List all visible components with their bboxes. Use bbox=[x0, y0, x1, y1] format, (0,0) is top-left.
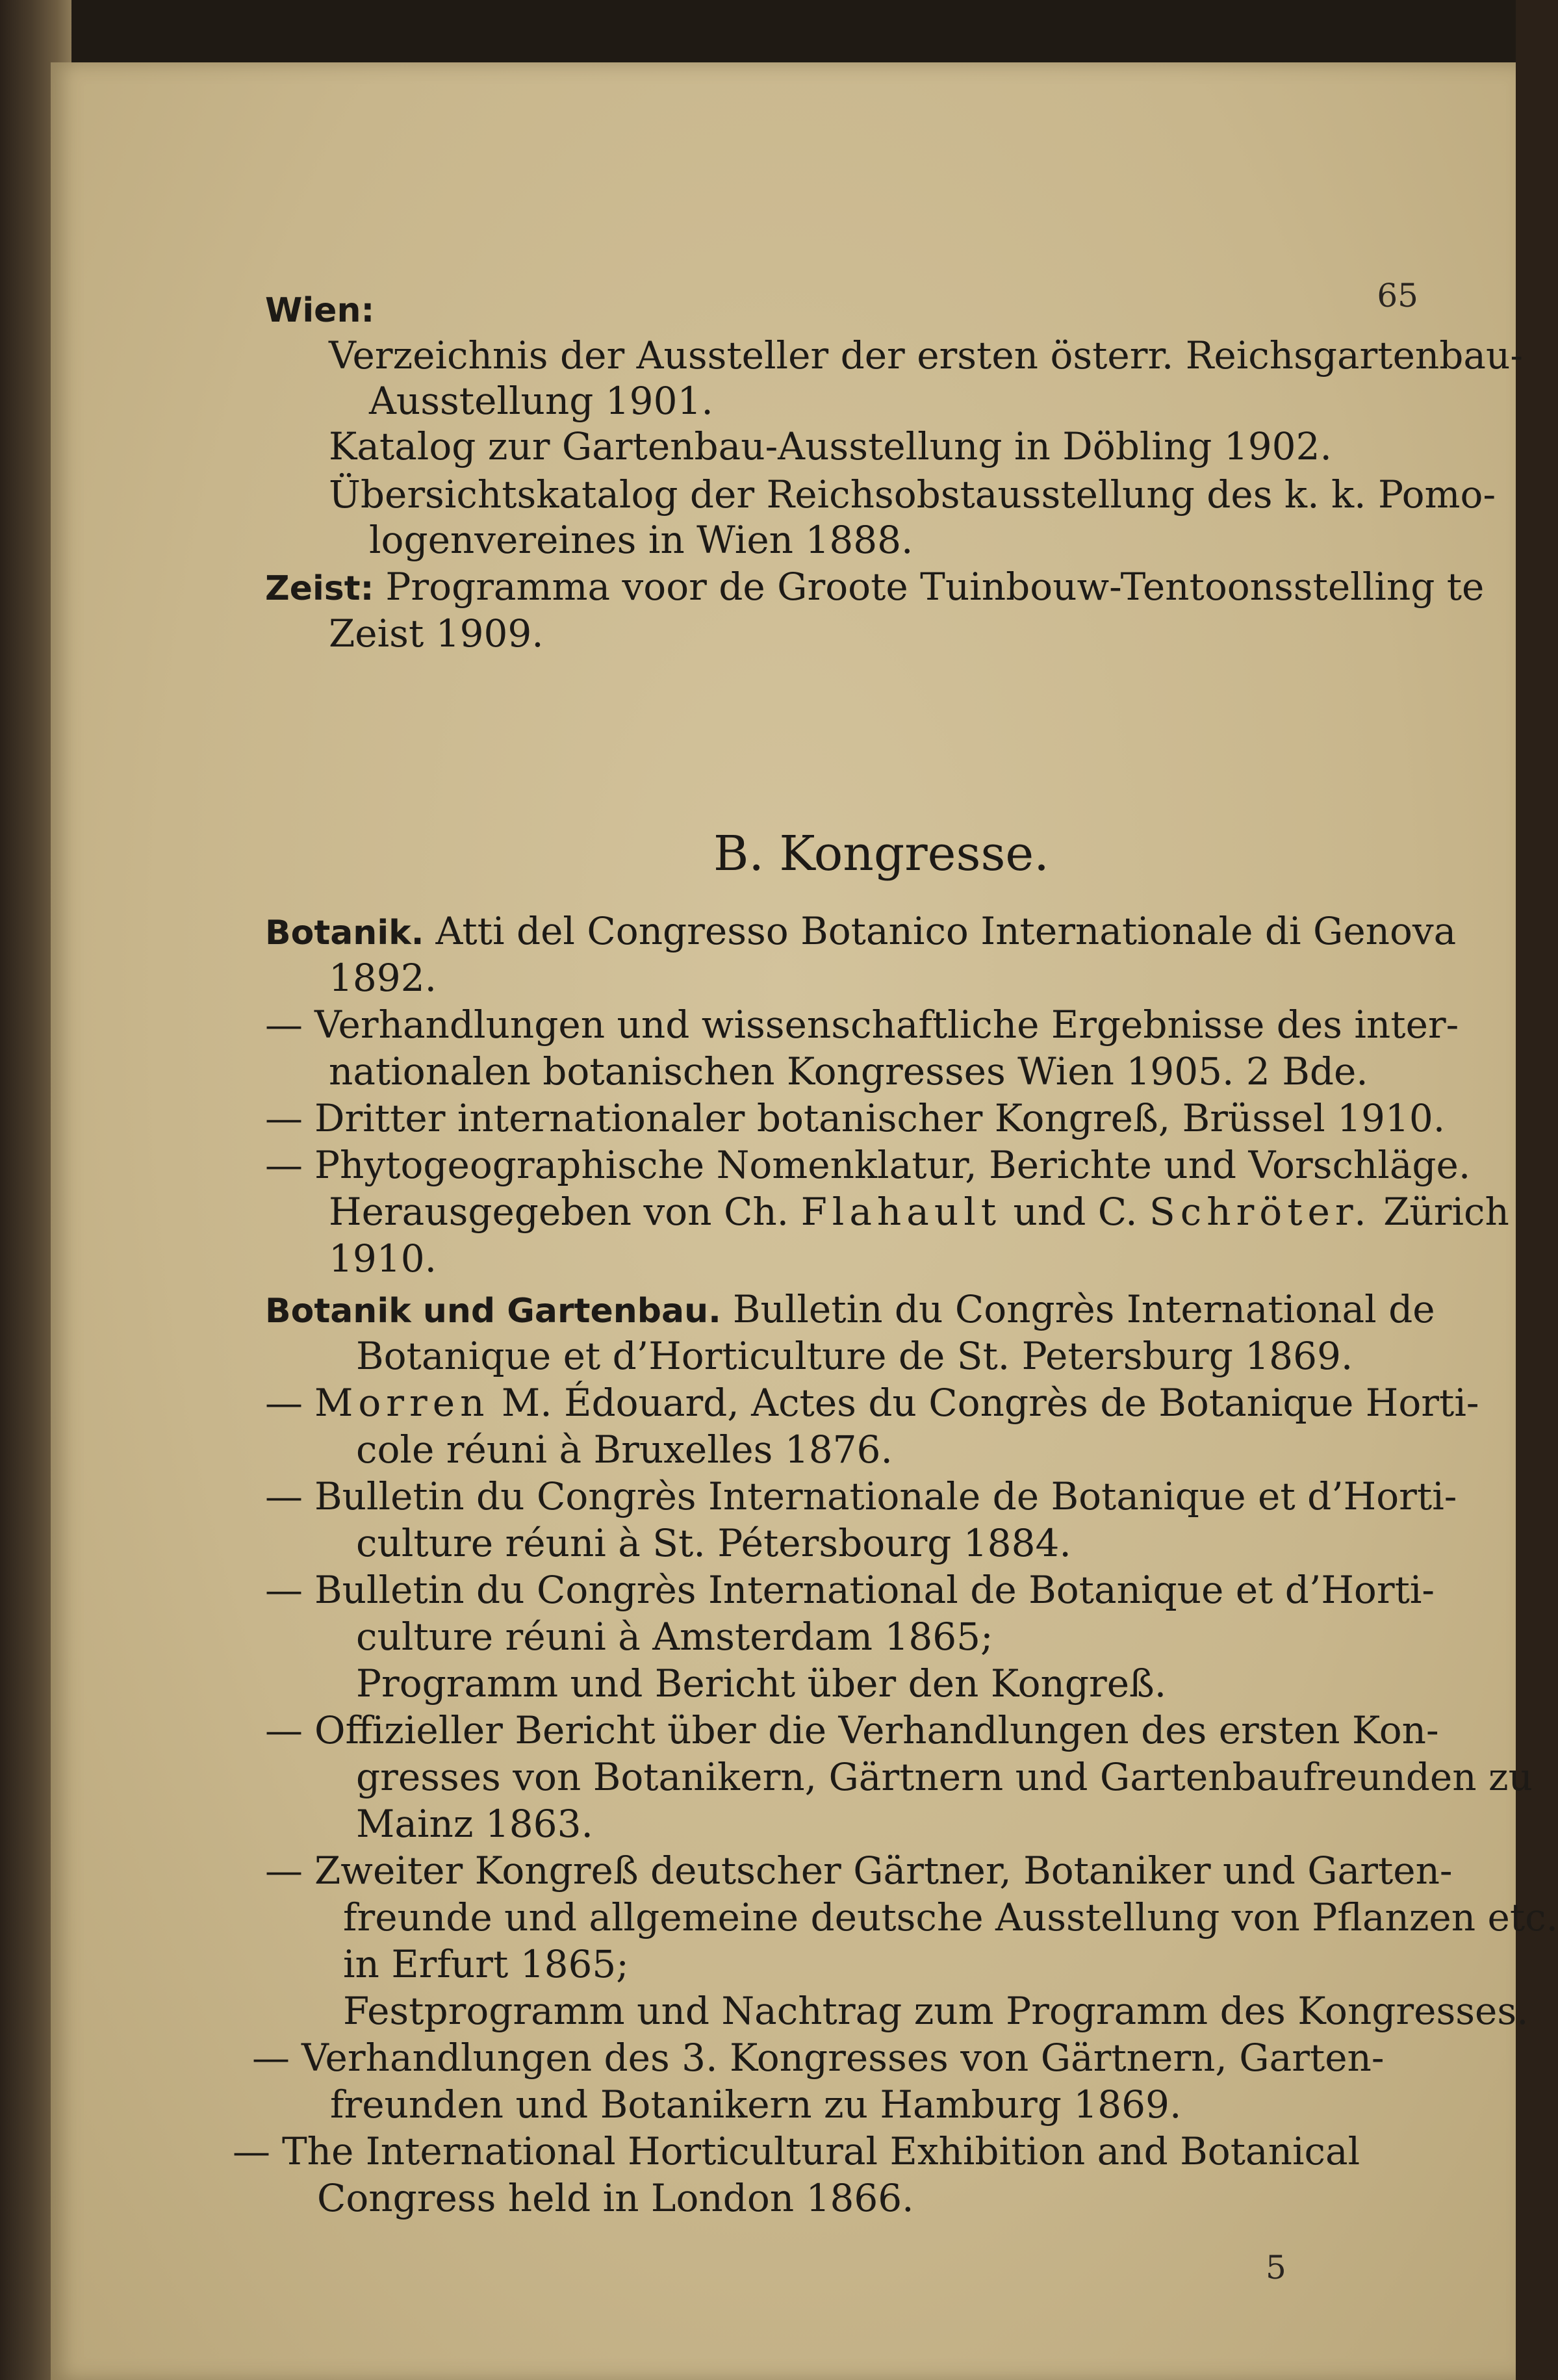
wien-heading: Wien: bbox=[265, 291, 375, 330]
bg-entry-3-line-2: culture réuni à St. Pétersbourg 1884. bbox=[356, 1521, 1071, 1565]
bg-entry-3-line-1: — Bulletin du Congrès Internationale de Botanique et d’Horti- bbox=[265, 1474, 1457, 1518]
page-number: 65 bbox=[1377, 277, 1418, 314]
signature-mark: 5 bbox=[1266, 2249, 1286, 2286]
bg-entry-6-line-1: — Zweiter Kongreß deutscher Gärtner, Botaniker und Garten- bbox=[265, 1849, 1453, 1893]
botanik-entry-3-line-1: — Dritter internationaler botanischer Kongreß, Brüssel 1910. bbox=[265, 1096, 1446, 1140]
bg-entry-6-line-4: Festprogramm und Nachtrag zum Programm des Kongresses. bbox=[343, 1989, 1529, 2033]
botanik-entry-1-line-1: Botanik. Atti del Congresso Botanico Internationale di Genova bbox=[265, 909, 1457, 953]
botanik-entry-2-line-1: — Verhandlungen und wissenschaftliche Ergebnisse des inter- bbox=[265, 1003, 1459, 1047]
bg-entry-5-line-3: Mainz 1863. bbox=[356, 1802, 593, 1846]
wien-entry-3-line-1: Übersichtskatalog der Reichsobstausstellung des k. k. Pomo- bbox=[329, 472, 1496, 517]
bg-entry-4-line-1: — Bulletin du Congrès International de Botanique et d’Horti- bbox=[265, 1568, 1435, 1612]
botanik-entry-4-line-3: 1910. bbox=[329, 1236, 437, 1281]
zeist-line-1: Zeist: Programma voor de Groote Tuinbouw-Tentoonsstelling te bbox=[265, 565, 1485, 609]
bg-entry-4-line-3: Programm und Bericht über den Kongreß. bbox=[356, 1661, 1167, 1706]
botanik-entry-4-line-2: Herausgegeben von Ch. Flahault und C. Schröter. Zürich bbox=[329, 1190, 1509, 1234]
section-title: B. Kongresse. bbox=[713, 826, 1049, 882]
bg-entry-5-line-1: — Offizieller Bericht über die Verhandlungen des ersten Kon- bbox=[265, 1708, 1439, 1752]
zeist-line-2: Zeist 1909. bbox=[329, 611, 544, 656]
bg-entry-6-line-3: in Erfurt 1865; bbox=[343, 1942, 629, 1986]
wien-entry-1-line-1: Verzeichnis der Aussteller der ersten österr. Reichsgartenbau- bbox=[329, 333, 1523, 377]
botanik-entry-4-line-1: — Phytogeographische Nomenklatur, Berichte und Vorschläge. bbox=[265, 1143, 1471, 1187]
bg-entry-1-line-1: Botanik und Gartenbau. Bulletin du Congrès International de bbox=[265, 1287, 1435, 1331]
bg-entry-5-line-2: gresses von Botanikern, Gärtnern und Gartenbaufreunden zu bbox=[356, 1755, 1533, 1799]
book-page bbox=[51, 62, 1558, 2380]
bg-entry-8-line-2: Congress held in London 1866. bbox=[317, 2176, 914, 2220]
bg-entry-8-line-1: — The International Horticultural Exhibition and Botanical bbox=[233, 2129, 1360, 2173]
wien-entry-1-line-2: Ausstellung 1901. bbox=[369, 379, 713, 423]
botanik-entry-1-line-2: 1892. bbox=[329, 956, 437, 1000]
botanik-entry-2-line-2: nationalen botanischen Kongresses Wien 1905. 2 Bde. bbox=[329, 1049, 1368, 1094]
bg-entry-4-line-2: culture réuni à Amsterdam 1865; bbox=[356, 1615, 993, 1659]
wien-entry-3-line-2: logenvereines in Wien 1888. bbox=[369, 518, 913, 562]
bg-entry-7-line-2: freunden und Botanikern zu Hamburg 1869. bbox=[330, 2082, 1182, 2127]
bg-entry-6-line-2: freunde und allgemeine deutsche Ausstellung von Pflanzen etc. bbox=[343, 1895, 1558, 1939]
bg-entry-2-line-1: — Morren M. Édouard, Actes du Congrès de Botanique Horti- bbox=[265, 1381, 1479, 1425]
wien-entry-2-line-1: Katalog zur Gartenbau-Ausstellung in Döbling 1902. bbox=[329, 424, 1332, 468]
bg-entry-1-line-2: Botanique et d’Horticulture de St. Petersburg 1869. bbox=[356, 1334, 1353, 1378]
bg-entry-7-line-1: — Verhandlungen des 3. Kongresses von Gärtnern, Garten- bbox=[252, 2036, 1385, 2080]
bg-entry-2-line-2: cole réuni à Bruxelles 1876. bbox=[356, 1427, 893, 1472]
